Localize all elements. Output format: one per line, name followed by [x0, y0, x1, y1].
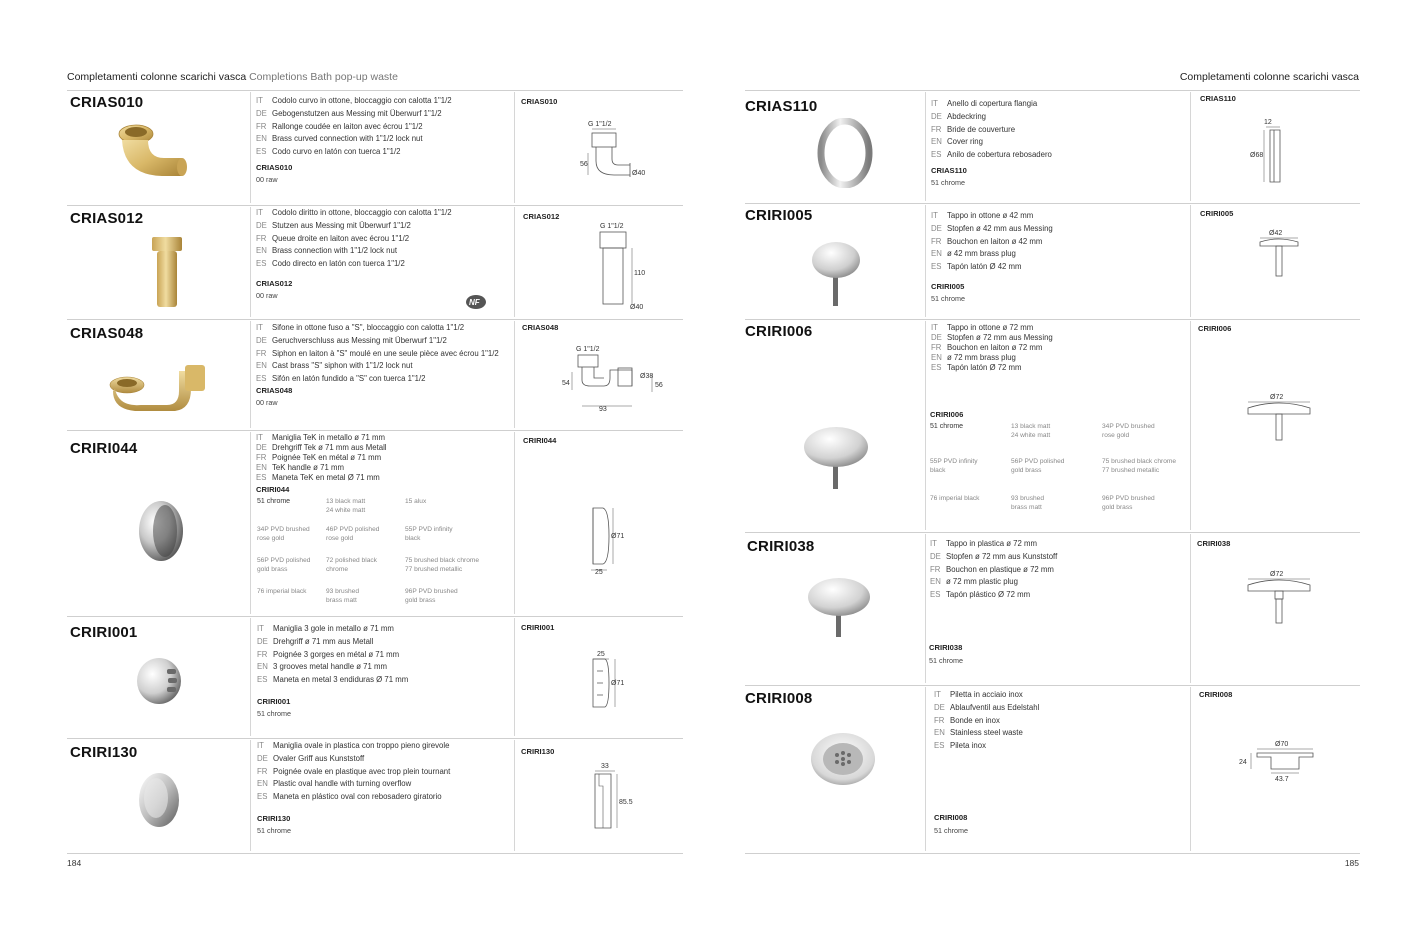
divider — [1190, 534, 1191, 683]
three-grooves-handle-image — [135, 655, 185, 707]
finish: 51 chrome — [257, 825, 291, 835]
brass-plug-42-image — [808, 238, 864, 310]
divider — [67, 319, 683, 320]
finish-option: 55P PVD infinity black — [930, 458, 978, 474]
desc-line: IT Tappo in plastica ø 72 mm — [930, 539, 1038, 548]
desc-line: EN ø 72 mm plastic plug — [930, 577, 1018, 587]
dim-label: G 1"1/2 — [588, 121, 612, 128]
product-code: CRIRI038 — [747, 538, 815, 555]
divider — [67, 430, 683, 431]
desc-line: IT Sifone in ottone fuso a "S", bloccaggio con calotta 1"1/2 — [256, 323, 465, 332]
finish: 51 chrome — [934, 826, 968, 835]
drawing-code: CRIRI130 — [521, 747, 555, 756]
finish-option: 76 imperial black — [257, 588, 307, 595]
technical-drawing — [590, 218, 660, 313]
dim-label: 33 — [601, 763, 609, 770]
finish-option: 55P PVD infinity black — [405, 526, 453, 542]
product-code: CRIRI044 — [70, 440, 138, 457]
divider — [67, 205, 683, 206]
desc-line: EN Brass connection with 1"1/2 lock nut — [256, 246, 397, 256]
finish: 00 raw — [256, 290, 278, 300]
drawing-code: CRIRI038 — [1197, 539, 1231, 548]
finish-option: 34P PVD brushed rose gold — [257, 526, 310, 542]
desc-line: DE Stopfen ø 42 mm aus Messing — [931, 223, 1053, 233]
sub-code: CRIRI005 — [931, 281, 965, 291]
dim-label: G 1"1/2 — [576, 346, 600, 353]
divider — [250, 740, 251, 851]
sub-code: CRIAS048 — [256, 385, 293, 395]
desc-line: IT Codolo diritto in ottone, bloccaggio con calotta 1"1/2 — [256, 208, 452, 217]
product-description — [931, 323, 1053, 373]
dim-label: 110 — [634, 270, 646, 277]
divider — [1190, 687, 1191, 851]
dim-label: 56 — [655, 382, 663, 389]
divider — [1190, 92, 1191, 201]
divider — [250, 618, 251, 736]
finish: 51 chrome — [931, 177, 965, 187]
desc-line: FR Poignée ovale en plastique avec trop plein tournant — [257, 766, 451, 776]
header-title-en: Completions Bath pop-up waste — [249, 71, 398, 83]
product-description — [934, 689, 1039, 753]
product-description — [931, 98, 1052, 187]
desc-line: EN Brass curved connection with 1"1/2 lock nut — [256, 134, 423, 144]
desc-line: ES Maneta en metal 3 endiduras Ø 71 mm — [257, 675, 409, 685]
finish-option: 13 black matt 24 white matt — [1011, 423, 1051, 439]
desc-line: ES Sifón en latón fundido a "S" con tuerca 1"1/2 — [256, 374, 426, 384]
desc-line: ES Codo directo en latón con tuerca 1"1/2 — [256, 259, 405, 269]
sub-code: CRIRI006 — [930, 410, 964, 419]
desc-line: EN Stainless steel waste — [934, 728, 1023, 738]
divider — [1190, 321, 1191, 530]
dim-label: 54 — [562, 380, 570, 387]
dim-label: 56 — [580, 161, 588, 168]
desc-line: ES Tapón latón Ø 42 mm — [931, 262, 1022, 272]
technical-drawing — [560, 340, 670, 415]
dim-label: 43.7 — [1275, 776, 1289, 783]
sub-code: CRIRI044 — [256, 485, 290, 494]
desc-line: DE Stopfen ø 72 mm aus Messing — [931, 333, 1053, 342]
straight-brass-connection-image — [148, 235, 188, 311]
divider — [925, 687, 926, 851]
divider — [745, 532, 1360, 533]
desc-line: FR Bonde en inox — [934, 715, 1000, 725]
product-code: CRIAS110 — [745, 98, 818, 115]
desc-line: IT Maniglia TeK in metallo ø 71 mm — [256, 433, 385, 442]
divider — [745, 90, 1360, 91]
desc-line: DE Gebogenstutzen aus Messing mit Überwurf 1"1/2 — [256, 108, 442, 118]
drawing-code: CRIAS010 — [521, 97, 558, 106]
desc-line: EN ø 72 mm brass plug — [931, 353, 1016, 362]
desc-line: IT Anello di copertura flangia — [931, 99, 1038, 108]
sub-code: CRIAS012 — [256, 278, 293, 288]
dim-label: Ø72 — [1270, 394, 1284, 401]
technical-drawing — [1240, 565, 1320, 630]
finish-option: 56P PVD polished gold brass — [257, 557, 311, 573]
brass-s-siphon-image — [105, 355, 210, 415]
product-description — [257, 740, 450, 835]
finish-option: 15 alux — [405, 498, 427, 505]
finish-option: 34P PVD brushed rose gold — [1102, 423, 1155, 439]
finish-option: 93 brushed brass matt — [326, 588, 359, 604]
product-code: CRIAS048 — [70, 325, 144, 342]
technical-drawing — [585, 758, 645, 833]
desc-line: FR Siphon en laiton à "S" moulé en une seule pièce avec écrou 1"1/2 — [256, 348, 499, 358]
divider — [250, 432, 251, 614]
desc-line: FR Bouchon en laiton ø 42 mm — [931, 236, 1043, 246]
drawing-code: CRIRI006 — [1198, 324, 1232, 333]
product-code: CRIRI005 — [745, 207, 813, 224]
finish-option: 56P PVD polished gold brass — [1011, 458, 1065, 474]
product-description — [930, 538, 1057, 602]
drawing-code: CRIRI044 — [523, 436, 557, 445]
technical-drawing — [585, 500, 635, 580]
product-description — [256, 95, 452, 184]
right-page-header — [1180, 71, 1359, 83]
desc-line: IT Piletta in acciaio inox — [934, 690, 1023, 699]
divider — [514, 740, 515, 851]
finish-option: 96P PVD brushed gold brass — [1102, 495, 1155, 511]
product-code: CRIRI008 — [745, 690, 813, 707]
divider — [250, 321, 251, 428]
finish-option: 96P PVD brushed gold brass — [405, 588, 458, 604]
divider — [67, 616, 683, 617]
product-description — [256, 433, 387, 494]
desc-line: DE Drehgriff Tek ø 71 mm aus Metall — [256, 443, 387, 452]
curved-brass-connection-image — [112, 120, 192, 190]
desc-line: IT Maniglia 3 gole in metallo ø 71 mm — [257, 624, 394, 633]
divider — [250, 207, 251, 317]
divider — [514, 321, 515, 428]
dim-label: 25 — [595, 569, 603, 576]
dim-label: Ø42 — [1269, 230, 1283, 237]
divider — [514, 207, 515, 317]
desc-line: ES Tapón latón Ø 72 mm — [931, 363, 1022, 372]
drawing-code: CRIRI001 — [521, 623, 555, 632]
left-page-header — [67, 71, 398, 83]
dim-label: Ø71 — [611, 533, 625, 540]
desc-line: ES Maneta en plástico oval con rebosadero giratorio — [257, 792, 442, 802]
svg-text:NF: NF — [469, 298, 480, 307]
divider — [67, 738, 683, 739]
technical-drawing — [1235, 735, 1320, 785]
desc-line: DE Ablaufventil aus Edelstahl — [934, 702, 1040, 712]
product-code: CRIRI001 — [70, 624, 138, 641]
product-code: CRIAS012 — [70, 210, 144, 227]
desc-line: FR Rallonge coudée en laiton avec écrou 1"1/2 — [256, 121, 423, 131]
sub-code: CRIRI001 — [257, 696, 291, 706]
dim-label: Ø68 — [1250, 152, 1264, 159]
divider — [67, 853, 683, 854]
dim-label: Ø40 — [630, 304, 644, 311]
desc-line: IT Tappo in ottone ø 42 mm — [931, 211, 1034, 220]
divider — [745, 319, 1360, 320]
technical-drawing — [570, 115, 660, 190]
finish-option: 51 chrome — [257, 498, 291, 505]
dim-label: 93 — [599, 406, 607, 413]
divider — [745, 203, 1360, 204]
desc-line: FR Bouchon en laiton ø 72 mm — [931, 343, 1043, 352]
desc-line: ES Tapón plástico Ø 72 mm — [930, 590, 1031, 600]
product-code: CRIAS010 — [70, 94, 144, 111]
sub-code: CRIRI038 — [929, 643, 963, 652]
dim-label: 12 — [1264, 119, 1272, 126]
technical-drawing — [1250, 224, 1310, 284]
sub-code: CRIAS010 — [256, 162, 293, 172]
desc-line: EN TeK handle ø 71 mm — [256, 463, 344, 472]
desc-line: DE Geruchverschluss aus Messing mit Überwurf 1"1/2 — [256, 335, 447, 345]
tek-handle-image — [135, 498, 187, 564]
divider — [925, 205, 926, 317]
page-number: 185 — [1344, 858, 1359, 868]
dim-label: 25 — [597, 651, 605, 658]
divider — [925, 92, 926, 201]
desc-line: EN ø 42 mm brass plug — [931, 249, 1016, 259]
finish-option: 51 chrome — [930, 423, 964, 430]
desc-line: DE Ovaler Griff aus Kunststoff — [257, 753, 365, 763]
product-description — [931, 210, 1053, 303]
oval-plastic-handle-image — [134, 770, 184, 830]
desc-line: DE Drehgriff ø 71 mm aus Metall — [257, 636, 374, 646]
desc-line: FR Bride de couverture — [931, 124, 1016, 134]
product-code: CRIRI006 — [745, 323, 813, 340]
divider — [925, 534, 926, 683]
desc-line: ES Maneta TeK en metal Ø 71 mm — [256, 473, 380, 482]
technical-drawing — [1240, 388, 1320, 448]
dim-label: Ø71 — [611, 680, 625, 687]
technical-drawing — [585, 645, 635, 715]
dim-label: 85.5 — [619, 799, 633, 806]
finish: 51 chrome — [931, 293, 965, 303]
drawing-code: CRIRI008 — [1199, 690, 1233, 699]
divider — [925, 321, 926, 530]
divider — [250, 92, 251, 203]
sub-code: CRIAS110 — [931, 165, 967, 175]
page-number: 184 — [67, 858, 82, 868]
drawing-code: CRIAS110 — [1200, 94, 1236, 103]
finish-option: 13 black matt 24 white matt — [326, 498, 366, 514]
dim-label: G 1"1/2 — [600, 223, 624, 230]
sub-code: CRIRI008 — [934, 813, 968, 822]
brass-plug-72-image — [800, 425, 872, 491]
desc-line: IT Maniglia ovale in plastica con troppo pieno girevole — [257, 741, 450, 750]
product-description — [256, 207, 452, 300]
finish-option: 93 brushed brass matt — [1011, 495, 1044, 511]
finish: 51 chrome — [257, 708, 291, 718]
dim-label: Ø38 — [640, 373, 654, 380]
desc-line: EN Plastic oval handle with turning overflow — [257, 779, 412, 789]
dim-label: Ø40 — [632, 170, 646, 177]
divider — [745, 685, 1360, 686]
divider — [1190, 205, 1191, 317]
product-description — [256, 322, 499, 407]
desc-line: IT Tappo in ottone ø 72 mm — [931, 323, 1034, 332]
divider — [514, 432, 515, 614]
desc-line: FR Poignée TeK en métal ø 71 mm — [256, 453, 382, 462]
finish-option: 75 brushed black chrome 77 brushed metallic — [405, 557, 480, 573]
finish-option: 72 polished black chrome — [326, 557, 377, 573]
dim-label: 24 — [1239, 759, 1247, 766]
finish-option: 76 imperial black — [930, 495, 980, 502]
plastic-plug-image — [805, 575, 873, 641]
finish-option: 75 brushed black chrome 77 brushed metallic — [1102, 458, 1177, 474]
drawing-code: CRIAS048 — [522, 323, 559, 332]
cover-ring-image — [817, 118, 873, 188]
nf-certification-badge — [465, 294, 487, 310]
finish: 00 raw — [256, 174, 278, 184]
dim-label: Ø70 — [1275, 741, 1289, 748]
divider — [745, 853, 1360, 854]
header-title-it: Completamenti colonne scarichi vasca — [67, 71, 247, 83]
product-code: CRIRI130 — [70, 744, 138, 761]
desc-line: ES Codo curvo en latón con tuerca 1"1/2 — [256, 147, 401, 157]
drawing-code: CRIAS012 — [523, 212, 560, 221]
divider — [514, 92, 515, 203]
desc-line: ES Anilo de cobertura rebosadero — [931, 150, 1052, 160]
desc-line: DE Stopfen ø 72 mm aus Kunststoff — [930, 551, 1058, 561]
desc-line: IT Codolo curvo in ottone, bloccaggio con calotta 1"1/2 — [256, 96, 452, 105]
dim-label: Ø72 — [1270, 571, 1284, 578]
desc-line: FR Bouchon en plastique ø 72 mm — [930, 564, 1054, 574]
finish: 00 raw — [256, 397, 278, 407]
technical-drawing — [1250, 112, 1310, 192]
desc-line: FR Poignée 3 gorges en métal ø 71 mm — [257, 649, 400, 659]
divider — [514, 618, 515, 736]
desc-line: DE Abdeckring — [931, 111, 987, 121]
header-title-it: Completamenti colonne scarichi vasca — [1179, 71, 1359, 83]
sub-code: CRIRI130 — [257, 813, 291, 823]
desc-line: FR Queue droite en laiton avec écrou 1"1/2 — [256, 233, 410, 243]
desc-line: EN Cast brass "S" siphon with 1"1/2 lock nut — [256, 361, 413, 371]
drawing-code: CRIRI005 — [1200, 209, 1234, 218]
divider — [67, 90, 683, 91]
desc-line: DE Stutzen aus Messing mit Überwurf 1"1/2 — [256, 220, 411, 230]
finish-option: 46P PVD polished rose gold — [326, 526, 380, 542]
product-description — [257, 623, 408, 718]
desc-line: EN Cover ring — [931, 137, 983, 147]
stainless-waste-image — [808, 730, 878, 788]
finish: 51 chrome — [929, 656, 963, 665]
desc-line: EN 3 grooves metal handle ø 71 mm — [257, 662, 387, 672]
desc-line: ES Pileta inox — [934, 741, 986, 751]
